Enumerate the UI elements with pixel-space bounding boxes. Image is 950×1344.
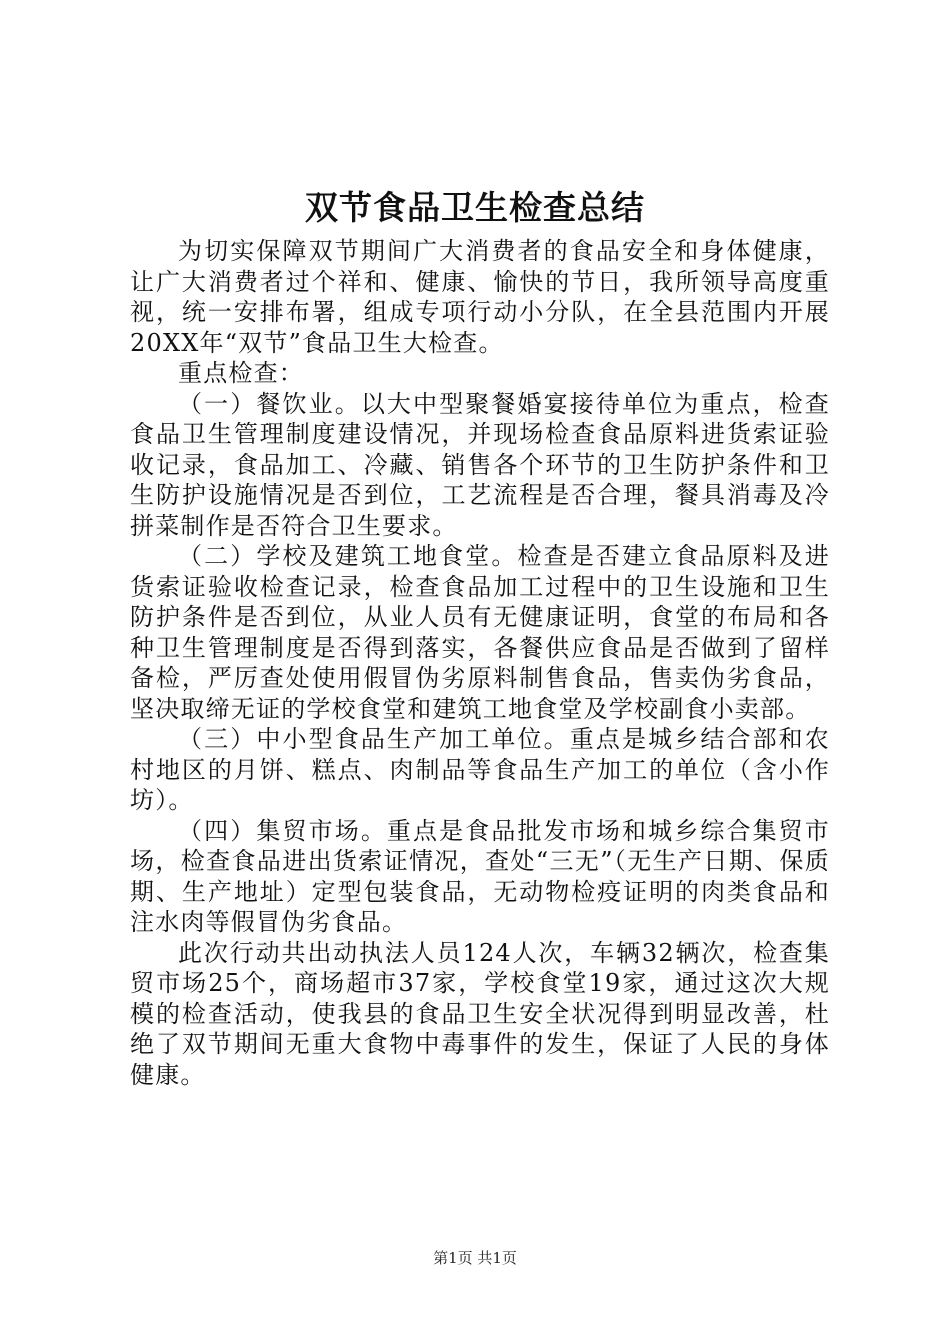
paragraph-intro: 为切实保障双节期间广大消费者的食品安全和身体健康，让广大消费者过个祥和、健康、愉快的节日，我所领导高度重视，统一安排布署，组成专项行动小分队，在全县范围内开展20XX年“双节”食品卫生大检查。 (130, 237, 830, 357)
paragraph-section-3: （三）中小型食品生产加工单位。重点是城乡结合部和农村地区的月饼、糕点、肉制品等食品生产加工的单位（含小作坊）。 (130, 725, 830, 814)
document-title: 双节食品卫生检查总结 (305, 188, 645, 227)
paragraph-section-1: （一）餐饮业。以大中型聚餐婚宴接待单位为重点，检查食品卫生管理制度建设情况，并现场检查食品原料进货索证验收记录，食品加工、冷藏、销售各个环节的卫生防护条件和卫生防护设施情况是否到位，工艺流程是否合理，餐具消毒及冷拼菜制作是否符合卫生要求。 (130, 389, 830, 540)
paragraph-section-4: （四）集贸市场。重点是食品批发市场和城乡综合集贸市场，检查食品进出货索证情况，查处“三无”（无生产日期、保质期、生产地址）定型包装食品，无动物检疫证明的肉类食品和注水肉等假冒伪劣食品。 (130, 816, 830, 936)
page-footer: 第1页 共1页 (433, 1249, 517, 1267)
paragraph-summary: 此次行动共出动执法人员124人次，车辆32辆次，检查集贸市场25个，商场超市37家，学校食堂19家，通过这次大规模的检查活动，使我县的食品卫生安全状况得到明显改善，杜绝了双节期间无重大食物中毒事件的发生，保证了人民的身体健康。 (130, 938, 830, 1089)
paragraph-key-inspection-heading: 重点检查： (178, 359, 304, 387)
paragraph-section-2: （二）学校及建筑工地食堂。检查是否建立食品原料及进货索证验收检查记录，检查食品加工过程中的卫生设施和卫生防护条件是否到位，从业人员有无健康证明，食堂的布局和各种卫生管理制度是否得到落实，各餐供应食品是否做到了留样备检，严厉查处使用假冒伪劣原料制售食品，售卖伪劣食品，坚决取缔无证的学校食堂和建筑工地食堂及学校副食小卖部。 (130, 542, 830, 723)
document-body (130, 236, 830, 1090)
